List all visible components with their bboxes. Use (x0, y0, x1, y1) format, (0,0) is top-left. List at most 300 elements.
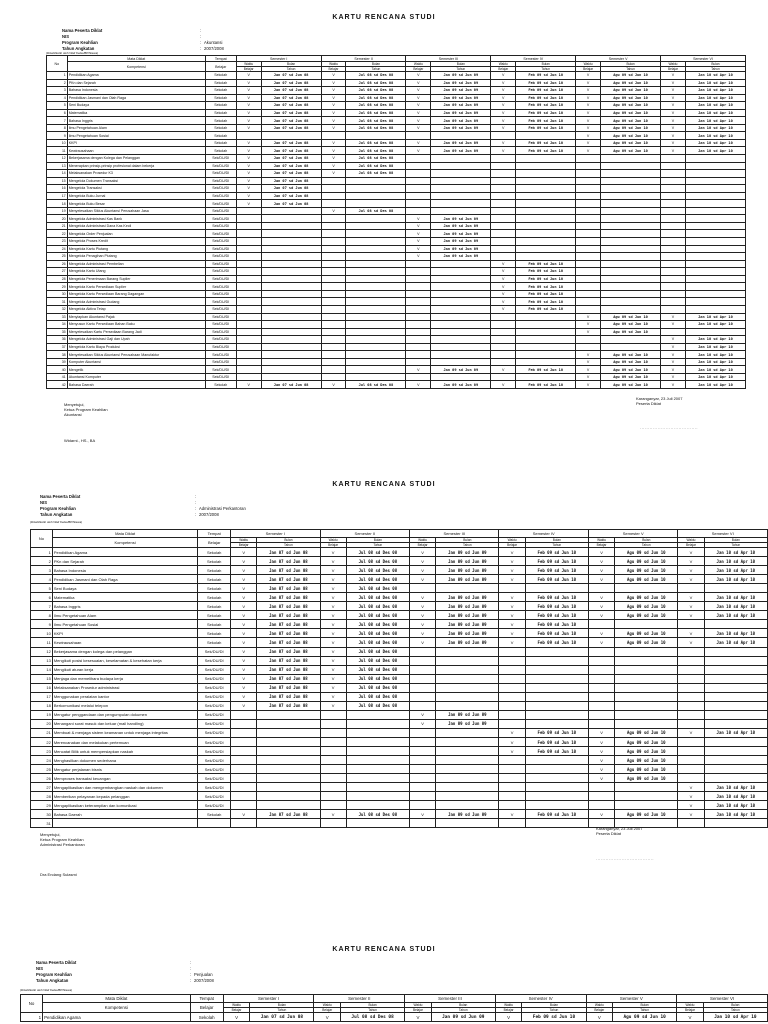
empty-cell (525, 683, 588, 692)
period-cell: Feb 09 sd Jun 10 (525, 566, 588, 575)
empty-cell (406, 177, 431, 185)
empty-cell (491, 207, 516, 215)
check-mark: V (576, 313, 601, 321)
check-mark: V (236, 109, 261, 117)
table-row (31, 593, 768, 602)
subject-name: Mengelola Kartu Utang (67, 268, 205, 276)
check-mark: V (231, 647, 257, 656)
period-cell: Jul 08 sd Des 08 (346, 593, 409, 602)
empty-cell (410, 774, 436, 783)
check-mark: V (321, 72, 346, 80)
subject-name: Bahasa Inggris (52, 602, 198, 611)
empty-cell (678, 719, 704, 728)
time-header: Waktu (406, 62, 431, 67)
empty-cell (576, 238, 601, 246)
empty-cell (516, 313, 576, 321)
check-mark: V (321, 155, 346, 163)
subject-name: Melaksanakan Prosedur administrasi (52, 683, 198, 692)
period-cell: Jan 07 sd Jun 08 (257, 692, 320, 701)
empty-cell (499, 756, 525, 765)
empty-cell (491, 328, 516, 336)
program-label: Program Keahlian (36, 972, 72, 977)
empty-cell (406, 260, 431, 268)
period-cell: Agu 09 sd Jun 10 (615, 602, 678, 611)
year-header: Tahun (257, 543, 320, 548)
period-cell: Jan 09 sd Jun 09 (431, 147, 491, 155)
period-cell: Agu 09 sd Jun 10 (615, 774, 678, 783)
study-place: Sek/DU/DI (198, 701, 231, 710)
period-cell: Agu 09 sd Jun 10 (601, 139, 661, 147)
check-mark: V (661, 381, 686, 389)
check-mark: V (236, 102, 261, 110)
empty-cell (678, 756, 704, 765)
subject-name: Ilmu Pengetahuan Alam (52, 611, 198, 620)
period-cell: Jan 09 sd Jun 09 (431, 102, 491, 110)
period-cell: Agu 09 sd Jun 10 (613, 1013, 677, 1022)
study-place: Sek/DU/DI (205, 298, 236, 306)
empty-cell (525, 701, 588, 710)
empty-cell (491, 222, 516, 230)
empty-cell (576, 207, 601, 215)
period-cell: Agu 09 sd Jun 10 (601, 124, 661, 132)
period-cell: Jul 08 sd Des 08 (346, 810, 409, 819)
check-mark: V (661, 124, 686, 132)
year-header: Tahun (685, 67, 745, 72)
period-cell: Agu 09 sd Jun 10 (615, 756, 678, 765)
row-number: 1 (47, 72, 68, 80)
empty-cell (431, 358, 491, 366)
study-place: Sek/DU/DI (198, 710, 231, 719)
check-mark: V (661, 87, 686, 95)
check-mark: V (491, 102, 516, 110)
period-cell: Jan 10 sd Apr 10 (704, 728, 767, 737)
empty-cell (431, 321, 491, 329)
check-mark: V (320, 611, 346, 620)
empty-cell (236, 290, 261, 298)
check-mark: V (588, 548, 614, 557)
check-mark: V (320, 620, 346, 629)
empty-cell (678, 710, 704, 719)
table-row (47, 230, 746, 238)
empty-cell (704, 747, 767, 756)
col-study-header: Belajar (205, 62, 236, 72)
table-row (31, 575, 768, 584)
empty-cell (346, 283, 406, 291)
empty-cell (601, 170, 661, 178)
empty-cell (491, 170, 516, 178)
empty-cell (525, 665, 588, 674)
check-mark: V (588, 756, 614, 765)
row-number: 21 (47, 222, 68, 230)
check-mark: V (236, 79, 261, 87)
empty-cell (321, 200, 346, 208)
empty-cell (615, 584, 678, 593)
empty-cell (236, 328, 261, 336)
check-mark: V (491, 268, 516, 276)
row-number: 8 (47, 124, 68, 132)
period-cell: Jan 10 sd Apr 10 (704, 575, 767, 584)
check-mark: V (576, 358, 601, 366)
study-place: Sek/DU/DI (198, 792, 231, 801)
period-cell: Feb 09 sd Jun 10 (525, 810, 588, 819)
period-cell: Jan 09 sd Jun 09 (431, 381, 491, 389)
study-place: Sek/DU/DI (205, 192, 236, 200)
empty-cell (236, 275, 261, 283)
empty-cell (525, 674, 588, 683)
empty-cell (261, 313, 321, 321)
empty-cell (431, 155, 491, 163)
check-mark: V (236, 185, 261, 193)
check-mark: V (321, 109, 346, 117)
empty-cell (685, 155, 745, 163)
check-mark: V (320, 584, 346, 593)
empty-cell (406, 200, 431, 208)
empty-cell (516, 162, 576, 170)
period-cell: Jan 10 sd Apr 10 (685, 147, 745, 155)
period-cell: Jan 09 sd Jun 09 (431, 222, 491, 230)
check-mark: V (231, 548, 257, 557)
period-cell: Feb 09 sd Jun 10 (525, 575, 588, 584)
check-mark: V (661, 94, 686, 102)
empty-cell (321, 366, 346, 374)
time-header: Waktu (586, 1003, 613, 1008)
empty-cell (436, 765, 499, 774)
approval-block: Menyetujui, Ketua Program Keahlian Akuntansi (64, 402, 108, 417)
study-place: Sekolah (198, 620, 231, 629)
empty-cell (431, 185, 491, 193)
empty-cell (491, 185, 516, 193)
empty-cell (231, 765, 257, 774)
table-row (47, 268, 746, 276)
check-mark: V (588, 557, 614, 566)
empty-cell (321, 260, 346, 268)
month-header: Bulan (704, 538, 767, 543)
empty-cell (436, 819, 499, 828)
subject-name: Mengatur penggandaan dan pengumpulan dokumen (52, 710, 198, 719)
check-mark: V (576, 87, 601, 95)
empty-cell (661, 207, 686, 215)
empty-cell (678, 656, 704, 665)
time-header: Waktu (320, 538, 346, 543)
study-place: Sek/DU/DI (205, 155, 236, 163)
check-mark: V (321, 124, 346, 132)
empty-cell (436, 783, 499, 792)
empty-cell (321, 230, 346, 238)
empty-cell (346, 132, 406, 140)
study-place: Sekolah (205, 381, 236, 389)
study-place: Sek/DU/DI (198, 647, 231, 656)
empty-cell (499, 683, 525, 692)
semester-header: Semester VI (677, 995, 768, 1003)
year-header: Tahun (615, 543, 678, 548)
col-no-header: No (21, 995, 43, 1013)
check-mark: V (406, 94, 431, 102)
table-row (47, 132, 746, 140)
period-cell: Jul 08 sd Des 08 (341, 1013, 405, 1022)
empty-cell (436, 747, 499, 756)
empty-cell (588, 710, 614, 719)
empty-cell (588, 620, 614, 629)
empty-cell (346, 222, 406, 230)
empty-cell (431, 328, 491, 336)
empty-cell (588, 719, 614, 728)
study-place: Sek/DU/DI (198, 756, 231, 765)
check-mark: V (231, 656, 257, 665)
subject-name: Mengelola Administrasi Kas Bank (67, 215, 205, 223)
period-cell: Jan 10 sd Apr 10 (685, 94, 745, 102)
period-cell: Jul 08 sd Des 08 (346, 629, 409, 638)
table-row (47, 72, 746, 80)
empty-cell (704, 819, 767, 828)
check-mark: V (588, 602, 614, 611)
check-mark: V (320, 674, 346, 683)
fill-note: (Diisi/diketik oleh Wali Kelas/BP/Siswa) (20, 988, 73, 992)
period-cell: Jul 08 sd Des 08 (346, 692, 409, 701)
check-mark: V (320, 665, 346, 674)
empty-cell (499, 692, 525, 701)
table-row (47, 162, 746, 170)
row-number: 38 (47, 351, 68, 359)
empty-cell (601, 192, 661, 200)
check-mark: V (406, 222, 431, 230)
empty-cell (685, 230, 745, 238)
subject-name: Pendidikan Agama (67, 72, 205, 80)
period-cell: Feb 09 sd Jun 10 (516, 72, 576, 80)
row-number: 27 (31, 783, 53, 792)
period-cell: Jan 09 sd Jun 09 (431, 139, 491, 147)
empty-cell (346, 230, 406, 238)
period-cell: Agu 09 sd Jun 10 (615, 548, 678, 557)
row-number: 22 (31, 737, 53, 746)
study-header: Belajar (491, 67, 516, 72)
check-mark: V (576, 351, 601, 359)
name-label: Nama Peserta Diklat (40, 494, 81, 499)
row-number: 3 (47, 87, 68, 95)
subject-name: Mengelola Transaksi (67, 185, 205, 193)
subject-name: Mengaplikasikan dan mengembangkan naskah dan dokumen (52, 783, 198, 792)
period-cell: Jan 07 sd Jun 08 (261, 79, 321, 87)
subject-name: Memberikan pelayanan kepada pelanggan (52, 792, 198, 801)
check-mark: V (661, 132, 686, 140)
empty-cell (615, 719, 678, 728)
check-mark: V (588, 566, 614, 575)
empty-cell (601, 177, 661, 185)
semester-header: Semester VI (678, 530, 768, 538)
empty-cell (406, 328, 431, 336)
check-mark: V (588, 611, 614, 620)
period-cell: Jan 09 sd Jun 09 (431, 238, 491, 246)
empty-cell (491, 177, 516, 185)
period-cell: Jan 10 sd Apr 10 (703, 1013, 767, 1022)
period-cell: Jul 08 sd Des 08 (346, 162, 406, 170)
empty-cell (661, 238, 686, 246)
subject-name: Mengelola Administrasi Gaji dan Upah (67, 336, 205, 344)
empty-cell (410, 747, 436, 756)
table-row (47, 109, 746, 117)
semester-header: Semester I (236, 56, 321, 62)
table-row (47, 185, 746, 193)
period-cell: Feb 09 sd Jun 10 (516, 290, 576, 298)
subject-name: Pendidikan Agama (43, 1013, 190, 1022)
table-row (47, 94, 746, 102)
empty-cell (525, 801, 588, 810)
year-header: Tahun (431, 1008, 495, 1013)
table-row (47, 245, 746, 253)
study-place: Sekolah (198, 629, 231, 638)
empty-cell (321, 313, 346, 321)
check-mark: V (491, 79, 516, 87)
subject-name: Pendidikan Jasmani dan Olah Raga (52, 575, 198, 584)
period-cell: Jul 08 sd Des 08 (346, 683, 409, 692)
period-cell: Jul 08 sd Des 08 (346, 566, 409, 575)
row-number: 25 (31, 765, 53, 774)
period-cell: Jan 07 sd Jun 08 (261, 155, 321, 163)
empty-cell (346, 268, 406, 276)
empty-cell (410, 819, 436, 828)
empty-cell (661, 185, 686, 193)
empty-cell (436, 674, 499, 683)
empty-cell (261, 238, 321, 246)
period-cell: Jan 10 sd Apr 10 (685, 102, 745, 110)
check-mark: V (320, 548, 346, 557)
empty-cell (588, 647, 614, 656)
row-number: 13 (31, 656, 53, 665)
study-place: Sek/DU/DI (205, 230, 236, 238)
empty-cell (661, 260, 686, 268)
check-mark: V (576, 72, 601, 80)
check-mark: V (576, 366, 601, 374)
table-row (47, 87, 746, 95)
check-mark: V (236, 177, 261, 185)
empty-cell (516, 207, 576, 215)
check-mark: V (231, 620, 257, 629)
period-cell: Jul 08 sd Des 08 (346, 94, 406, 102)
period-cell: Jan 10 sd Apr 10 (685, 87, 745, 95)
empty-cell (321, 275, 346, 283)
semester-header: Semester III (406, 56, 491, 62)
empty-cell (436, 701, 499, 710)
check-mark: V (320, 557, 346, 566)
subject-name: Menyusun Kartu Persediaan Bahan Baku (67, 321, 205, 329)
col-subject-header: Mata Diklat (52, 530, 198, 538)
study-place: Sek/DU/DI (205, 245, 236, 253)
check-mark: V (314, 1013, 341, 1022)
empty-cell (516, 373, 576, 381)
period-cell: Jan 10 sd Apr 10 (704, 810, 767, 819)
check-mark: V (320, 692, 346, 701)
empty-cell (685, 200, 745, 208)
subject-name: Seni Budaya (67, 102, 205, 110)
empty-cell (499, 674, 525, 683)
check-mark: V (491, 139, 516, 147)
table-row (47, 207, 746, 215)
period-cell: Jan 09 sd Jun 09 (431, 87, 491, 95)
row-number: 35 (47, 328, 68, 336)
row-number: 14 (47, 170, 68, 178)
period-cell: Jan 09 sd Jun 09 (431, 1013, 495, 1022)
period-cell: Feb 09 sd Jun 10 (516, 147, 576, 155)
period-cell: Jan 10 sd Apr 10 (704, 611, 767, 620)
empty-cell (436, 665, 499, 674)
empty-cell (704, 674, 767, 683)
empty-cell (661, 245, 686, 253)
study-place: Sek/DU/DI (198, 692, 231, 701)
empty-cell (661, 283, 686, 291)
table-row (31, 647, 768, 656)
empty-cell (321, 290, 346, 298)
program-value: Penjualan (194, 972, 213, 977)
table-row (31, 692, 768, 701)
period-cell: Jan 07 sd Jun 08 (261, 139, 321, 147)
check-mark: V (661, 102, 686, 110)
empty-cell (436, 774, 499, 783)
study-place: Sek/DU/DI (198, 737, 231, 746)
empty-cell (261, 298, 321, 306)
period-cell: Jan 10 sd Apr 10 (685, 343, 745, 351)
empty-cell (320, 719, 346, 728)
row-number: 31 (31, 819, 53, 828)
period-cell: Jan 07 sd Jun 08 (257, 647, 320, 656)
empty-cell (257, 747, 320, 756)
check-mark: V (499, 620, 525, 629)
empty-cell (346, 351, 406, 359)
empty-cell (499, 719, 525, 728)
empty-cell (410, 792, 436, 801)
empty-cell (431, 351, 491, 359)
period-cell: Agu 09 sd Jun 10 (601, 117, 661, 125)
empty-cell (615, 792, 678, 801)
empty-cell (525, 783, 588, 792)
empty-cell (516, 215, 576, 223)
period-cell: Jul 08 sd Des 08 (346, 584, 409, 593)
study-place: Sek/DU/DI (198, 674, 231, 683)
period-cell: Feb 09 sd Jun 10 (516, 260, 576, 268)
year-header: Tahun (250, 1008, 314, 1013)
check-mark: V (576, 373, 601, 381)
period-cell: Feb 09 sd Jun 10 (516, 305, 576, 313)
empty-cell (406, 192, 431, 200)
table-row (47, 215, 746, 223)
empty-cell (346, 192, 406, 200)
table-row (31, 765, 768, 774)
check-mark: V (661, 109, 686, 117)
empty-cell (588, 701, 614, 710)
empty-cell (685, 253, 745, 261)
period-cell: Jan 10 sd Apr 10 (704, 801, 767, 810)
period-cell: Agu 09 sd Jun 10 (601, 366, 661, 374)
period-cell: Jul 08 sd Des 08 (346, 620, 409, 629)
period-cell: Jan 07 sd Jun 08 (261, 185, 321, 193)
semester-header: Semester V (588, 530, 677, 538)
period-cell: Agu 09 sd Jun 10 (615, 728, 678, 737)
check-mark: V (231, 683, 257, 692)
year-label: Tahun Angkatan (40, 512, 73, 517)
check-mark: V (576, 132, 601, 140)
col-place-header: Tempat (198, 530, 231, 538)
col-subject-header: Mata Diklat (67, 56, 205, 62)
check-mark: V (678, 602, 704, 611)
check-mark: V (410, 620, 436, 629)
subject-name: Menyelesaikan Siklus Akuntansi Perusahaan Manufaktur (67, 351, 205, 359)
subject-name: Mengelola Kartu Persediaan Suplier (67, 283, 205, 291)
empty-cell (601, 215, 661, 223)
empty-cell (516, 321, 576, 329)
table-row (31, 737, 768, 746)
study-place: Sekolah (198, 602, 231, 611)
row-number: 23 (47, 238, 68, 246)
study-place: Sek/DU/DI (205, 313, 236, 321)
row-number: 37 (47, 343, 68, 351)
